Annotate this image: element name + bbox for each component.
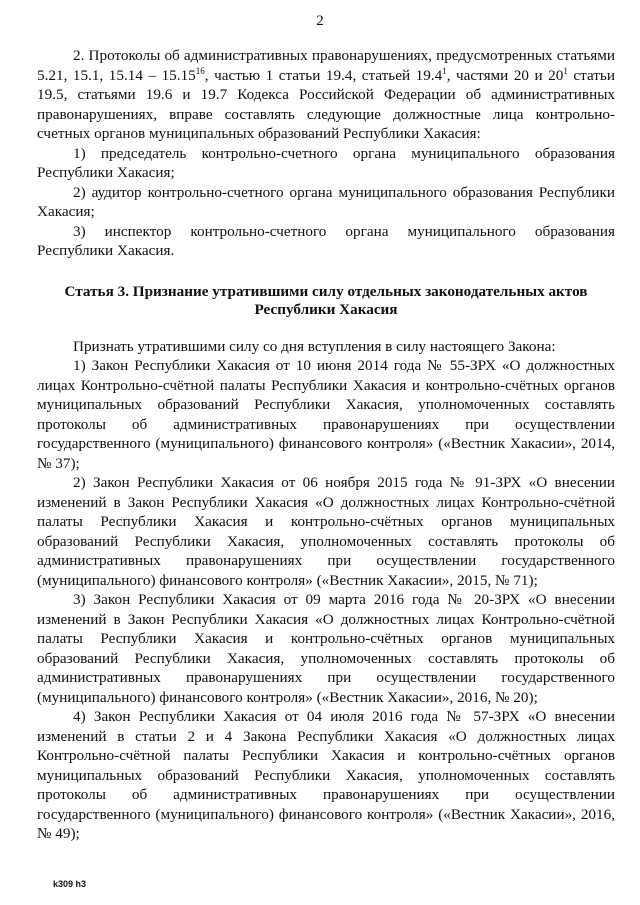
section2-text-4: статьи 19.5, статьями 19.6 и 19.7 Кодекса Российской Федерации об административных правонарушениях, вправе составлять следующие должностные лица контрольно-счетных органов муниципальных образований Республики Хакасия: — [37, 66, 615, 142]
section2-item-3: 3) инспектор контрольно-счетного органа муниципального образования Республики Хакасия. — [37, 222, 615, 259]
section2-item-2: 2) аудитор контрольно-счетного органа муниципального образования Республики Хакасия; — [37, 183, 615, 220]
article3-item-3: 3) Закон Республики Хакасия от 09 марта 2016 года № 20-ЗРХ «О внесении изменений в Закон Республики Хакасия «О должностных лицах Контрольно-счётной палаты Республики Хакасия и контрольно-счётных органов муниципальных образований Республики Хакасия, уполномоченных составлять протоколы об административных правонарушениях при осуществлении государственного (муниципального) финансового контроля» («Вестник Хакасии», 2016, № 20); — [37, 591, 615, 706]
superscript: 1 — [563, 65, 568, 76]
article3-intro: Признать утратившими силу со дня вступления в силу настоящего Закона: — [73, 337, 556, 355]
article3-item-2: 2) Закон Республики Хакасия от 06 ноября 2015 года № 91-ЗРХ «О внесении изменений в Закон Республики Хакасия «О должностных лицах Контрольно-счётной палаты Республики Хакасия и контрольно-счётных органов муниципальных образований Республики Хакасия, уполномоченных составлять протоколы об административных правонарушениях при осуществлении государственного (муниципального) финансового контроля» («Вестник Хакасии», 2015, № 71); — [37, 474, 615, 589]
section2-item-1: 1) председатель контрольно-счетного органа муниципального образования Республики Хакасия; — [37, 144, 615, 181]
footer-code: k309 h3 — [53, 879, 87, 889]
section2-text-2: , частью 1 статьи 19.4, статьей 19.4 — [204, 66, 443, 84]
section2-text-1: 2. Протоколы об административных правонарушениях, предусмотренных статьями 5.21, 15.1, 15.14 – 15.15 — [37, 47, 615, 84]
section2-paragraph — [37, 46, 615, 144]
superscript: 16 — [195, 65, 205, 76]
article3-item-4: 4) Закон Республики Хакасия от 04 июля 2016 года № 57-ЗРХ «О внесении изменений в статьи 2 и 4 Закона Республики Хакасия «О должностных лицах Контрольно-счётной палаты Республики Хакасия и контрольно-счётных органов муниципальных образований Республики Хакасия, уполномоченных составлять протоколы об административных правонарушениях при осуществлении государственного (муниципального) финансового контроля» («Вестник Хакасии», 2016, № 49); — [37, 708, 615, 842]
article3-item-1: 1) Закон Республики Хакасия от 10 июня 2014 года № 55-ЗРХ «О должностных лицах Контрольно-счётной палаты Республики Хакасия и контрольно-счётных органов муниципальных образований Республики Хакасия, уполномоченных составлять протоколы об административных правонарушениях при осуществлении государственного (муниципального) финансового контроля» («Вестник Хакасии», 2014, № 37); — [37, 357, 615, 472]
document-body — [37, 46, 615, 844]
article3-title: Статья 3. Признание утратившими силу отдельных законодательных актов Республики Хакасия — [64, 282, 588, 318]
page-number: 2 — [316, 13, 324, 29]
section2-text-3: , частями 20 и 20 — [446, 66, 564, 84]
superscript: 1 — [442, 65, 447, 76]
